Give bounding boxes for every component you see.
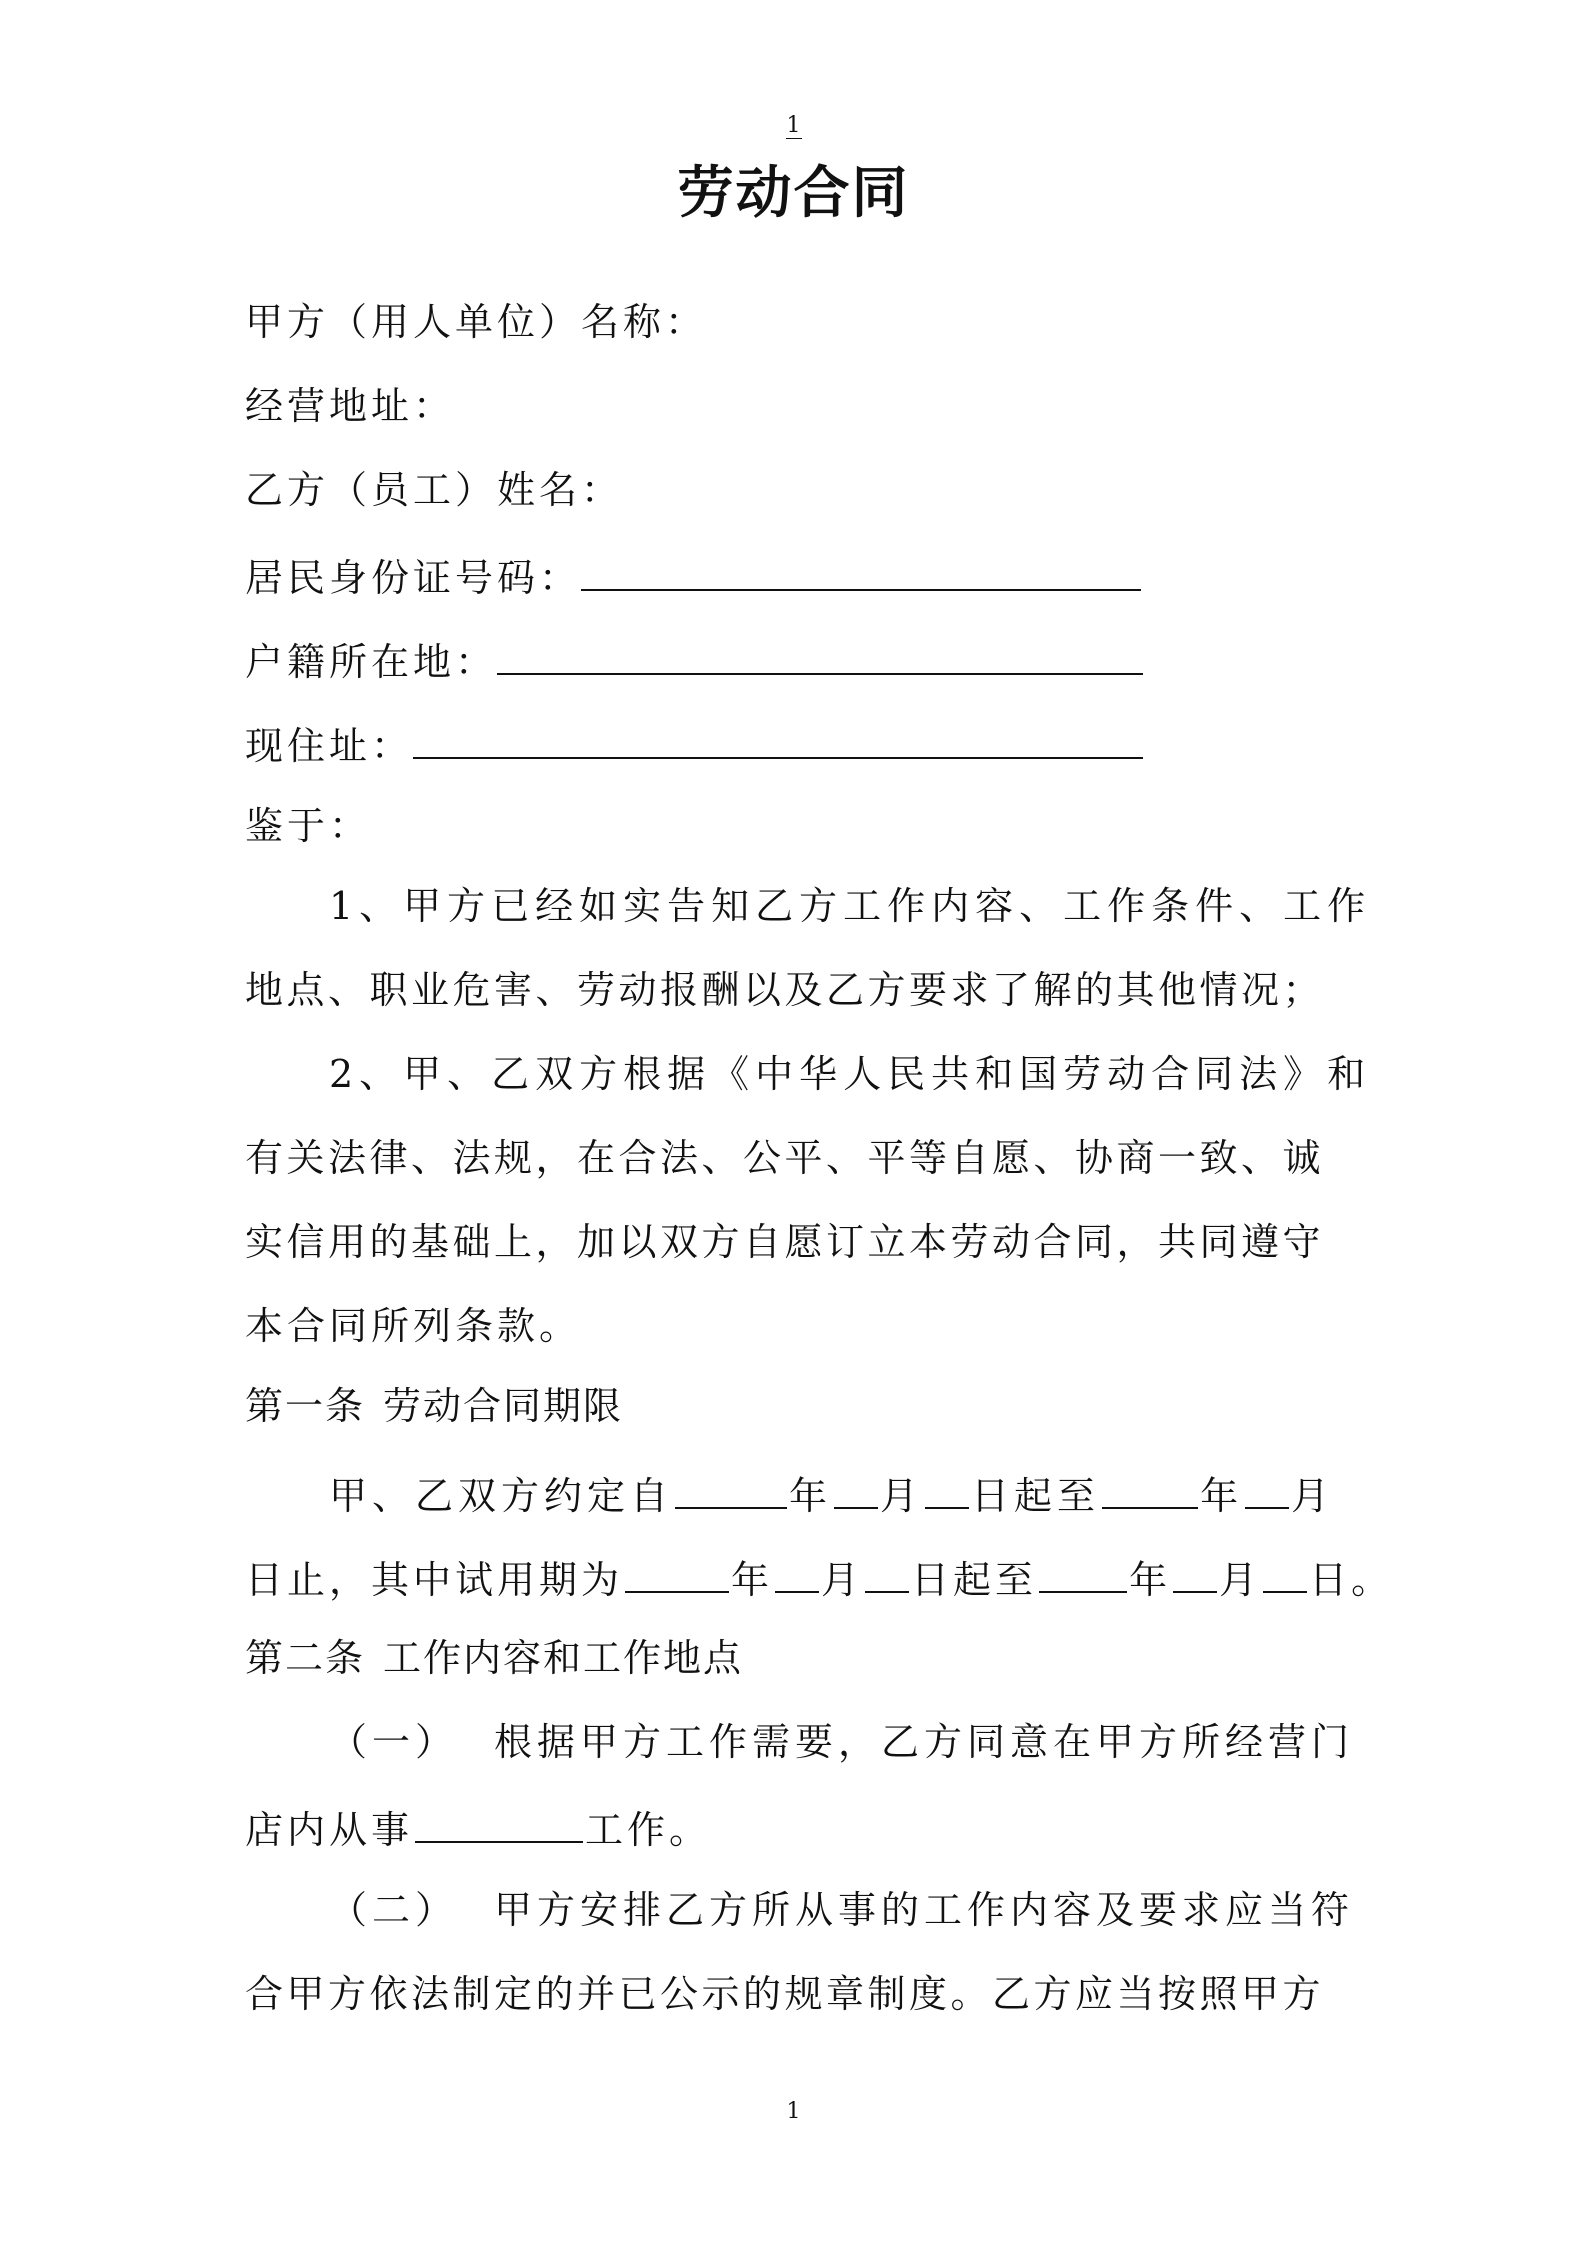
business-address-field <box>245 381 455 431</box>
probation-end-year-blank[interactable] <box>1039 1551 1127 1593</box>
article2-item1-line1: （一） 根据甲方工作需要，乙方同意在甲方所经营门 <box>329 1720 1355 1764</box>
article1-heading <box>245 1381 623 1431</box>
probation-start-year-blank[interactable] <box>625 1551 729 1593</box>
article2-title: 工作内容和工作地点 <box>383 1636 744 1680</box>
employee-name-field <box>245 465 623 515</box>
article2-item2-line2: 合甲方依法制定的并已公示的规章制度。乙方应当按照甲方 <box>245 1972 1325 2016</box>
header-page-number: 1 <box>786 113 801 138</box>
end-month-blank[interactable] <box>1245 1467 1289 1509</box>
article2-item2-marker: （二） <box>329 1888 459 1932</box>
article1-line1: 甲、乙双方约定自 年 月 日起至 年 月 <box>329 1467 1334 1521</box>
footer-page-number: 1 <box>786 2099 801 2124</box>
start-day-blank[interactable] <box>925 1467 969 1509</box>
article2-item1-line2: 店内从事 工作。 <box>245 1801 711 1855</box>
household-label: 户籍所在地： <box>245 640 498 684</box>
clause2-line1: 2、甲、乙双方根据《中华人民共和国劳动合同法》和 <box>329 1052 1372 1096</box>
article2-item1-marker: （一） <box>329 1720 459 1764</box>
article2-item2-line1: （二） 甲方安排乙方所从事的工作内容及要求应当符 <box>329 1888 1355 1932</box>
article1-line2: 日止，其中试用期为 年 月 日起至 年 月 日。 <box>245 1551 1393 1605</box>
id-number-label: 居民身份证号码： <box>245 556 582 600</box>
employer-name-field <box>245 297 707 347</box>
start-year-blank[interactable] <box>675 1467 787 1509</box>
employee-name-label: 乙方（员工）姓名： <box>245 468 624 512</box>
article2-number: 第二条 <box>245 1636 366 1680</box>
article1-title: 劳动合同期限 <box>383 1384 624 1428</box>
id-number-blank[interactable] <box>581 549 1141 591</box>
id-number-field <box>245 549 1141 603</box>
probation-end-month-blank[interactable] <box>1173 1551 1217 1593</box>
business-address-label: 经营地址： <box>245 384 456 428</box>
job-title-blank[interactable] <box>415 1801 583 1843</box>
start-month-blank[interactable] <box>834 1467 878 1509</box>
clause1-line2: 地点、职业危害、劳动报酬以及乙方要求了解的其他情况； <box>245 968 1325 1012</box>
current-address-field <box>245 717 1143 771</box>
end-year-blank[interactable] <box>1102 1467 1198 1509</box>
clause2-line2: 有关法律、法规，在合法、公平、平等自愿、协商一致、诚 <box>245 1136 1325 1180</box>
probation-start-month-blank[interactable] <box>775 1551 819 1593</box>
current-address-label: 现住址： <box>245 724 414 768</box>
article1-number: 第一条 <box>245 1384 366 1428</box>
probation-end-day-blank[interactable] <box>1263 1551 1307 1593</box>
whereas-label: 鉴于： <box>245 804 372 848</box>
clause1-line1: 1、甲方已经如实告知乙方工作内容、工作条件、工作 <box>329 884 1372 928</box>
probation-start-day-blank[interactable] <box>865 1551 909 1593</box>
employer-name-label: 甲方（用人单位）名称： <box>245 300 708 344</box>
household-field <box>245 633 1143 687</box>
household-blank[interactable] <box>497 633 1143 675</box>
article2-heading <box>245 1633 743 1683</box>
clause2-line4: 本合同所列条款。 <box>245 1304 582 1348</box>
clause2-line3: 实信用的基础上，加以双方自愿订立本劳动合同，共同遵守 <box>245 1220 1325 1264</box>
current-address-blank[interactable] <box>413 717 1143 759</box>
document-title: 劳动合同 <box>677 161 910 226</box>
